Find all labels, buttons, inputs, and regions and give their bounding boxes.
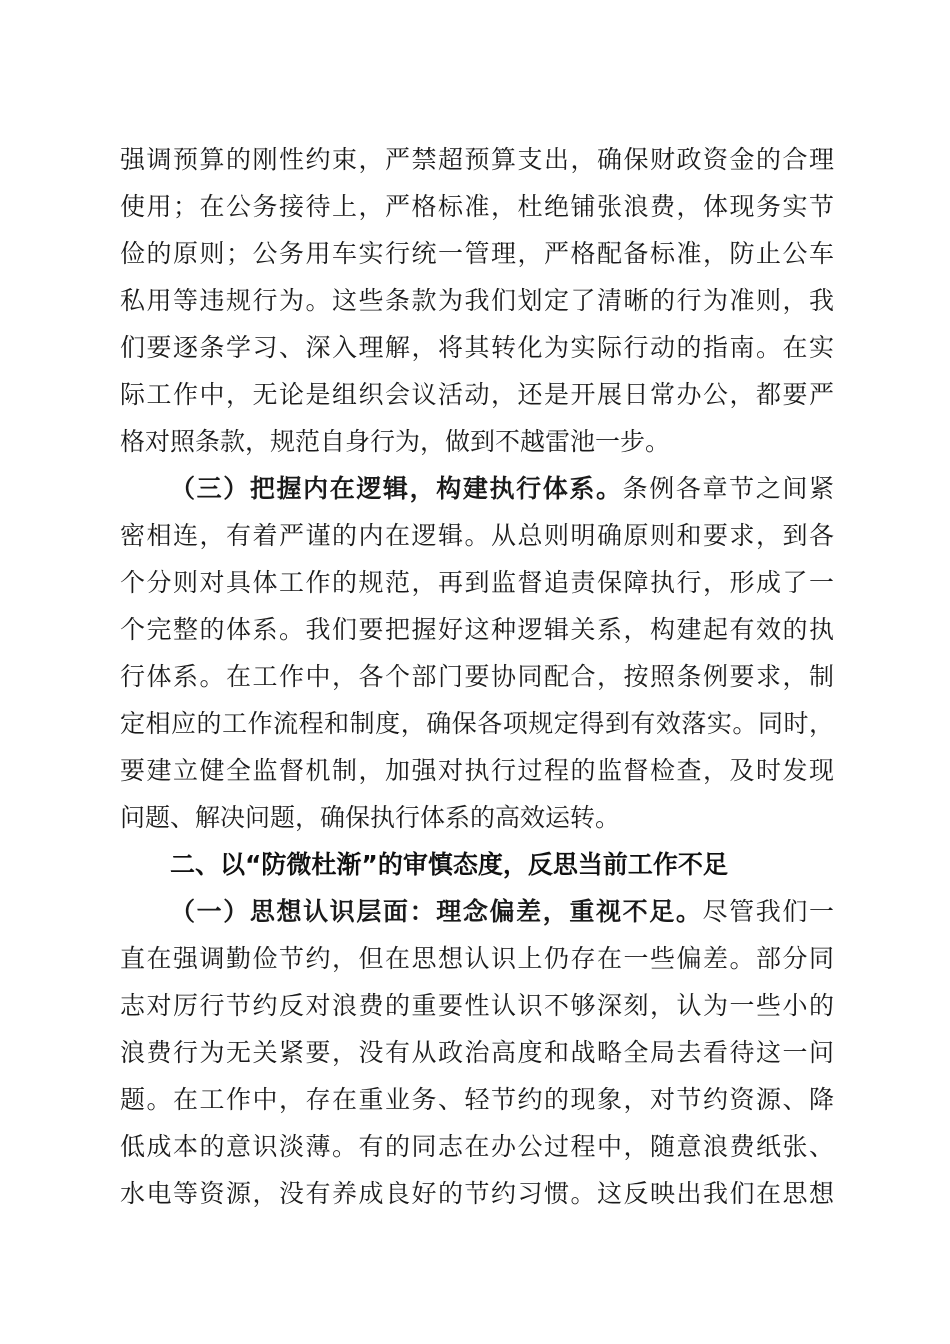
text-line: 直在强调勤俭节约，但在思想认识上仍存在一些偏差。部分同 bbox=[120, 944, 834, 973]
text-line: 俭的原则；公务用车实行统一管理，严格配备标准，防止公车 bbox=[120, 239, 834, 268]
paragraph-lead-rest: 尽管我们一 bbox=[702, 897, 834, 926]
paragraph-first-line bbox=[170, 469, 834, 509]
text-line: 行体系。在工作中，各个部门要协同配合，按照条例要求，制 bbox=[120, 662, 834, 691]
text-line: 定相应的工作流程和制度，确保各项规定得到有效落实。同时， bbox=[120, 709, 834, 738]
section-heading: 二、以“防微杜渐”的审慎态度，反思当前工作不足 bbox=[170, 850, 728, 879]
text-line: 强调预算的刚性约束，严禁超预算支出，确保财政资金的合理 bbox=[120, 145, 834, 174]
text-line: 个完整的体系。我们要把握好这种逻辑关系，构建起有效的执 bbox=[120, 615, 834, 644]
paragraph-lead-rest: 条例各章节之间紧 bbox=[622, 474, 834, 503]
text-line: 私用等违规行为。这些条款为我们划定了清晰的行为准则，我 bbox=[120, 286, 834, 315]
text-line: 低成本的意识淡薄。有的同志在办公过程中，随意浪费纸张、 bbox=[120, 1132, 834, 1161]
text-line: 题。在工作中，存在重业务、轻节约的现象，对节约资源、降 bbox=[120, 1085, 834, 1114]
text-line: 水电等资源，没有养成良好的节约习惯。这反映出我们在思想 bbox=[120, 1179, 834, 1208]
text-line: 要建立健全监督机制，加强对执行过程的监督检查，及时发现 bbox=[120, 756, 834, 785]
text-line: 浪费行为无关紧要，没有从政治高度和战略全局去看待这一问 bbox=[120, 1038, 834, 1067]
text-line: 个分则对具体工作的规范，再到监督追责保障执行，形成了一 bbox=[120, 568, 834, 597]
text-line: 格对照条款，规范自身行为，做到不越雷池一步。 bbox=[120, 427, 671, 456]
text-line: 际工作中，无论是组织会议活动，还是开展日常办公，都要严 bbox=[120, 380, 834, 409]
text-line: 密相连，有着严谨的内在逻辑。从总则明确原则和要求，到各 bbox=[120, 521, 834, 550]
paragraph-first-line bbox=[170, 892, 834, 932]
paragraph-lead-heading: （一）思想认识层面：理念偏差，重视不足。 bbox=[170, 897, 703, 926]
paragraph-lead-heading: （三）把握内在逻辑，构建执行体系。 bbox=[170, 474, 623, 503]
text-line: 使用；在公务接待上，严格标准，杜绝铺张浪费，体现务实节 bbox=[120, 192, 834, 221]
text-line: 们要逐条学习、深入理解，将其转化为实际行动的指南。在实 bbox=[120, 333, 834, 362]
text-line: 问题、解决问题，确保执行体系的高效运转。 bbox=[120, 803, 621, 832]
text-line: 志对厉行节约反对浪费的重要性认识不够深刻，认为一些小的 bbox=[120, 991, 834, 1020]
